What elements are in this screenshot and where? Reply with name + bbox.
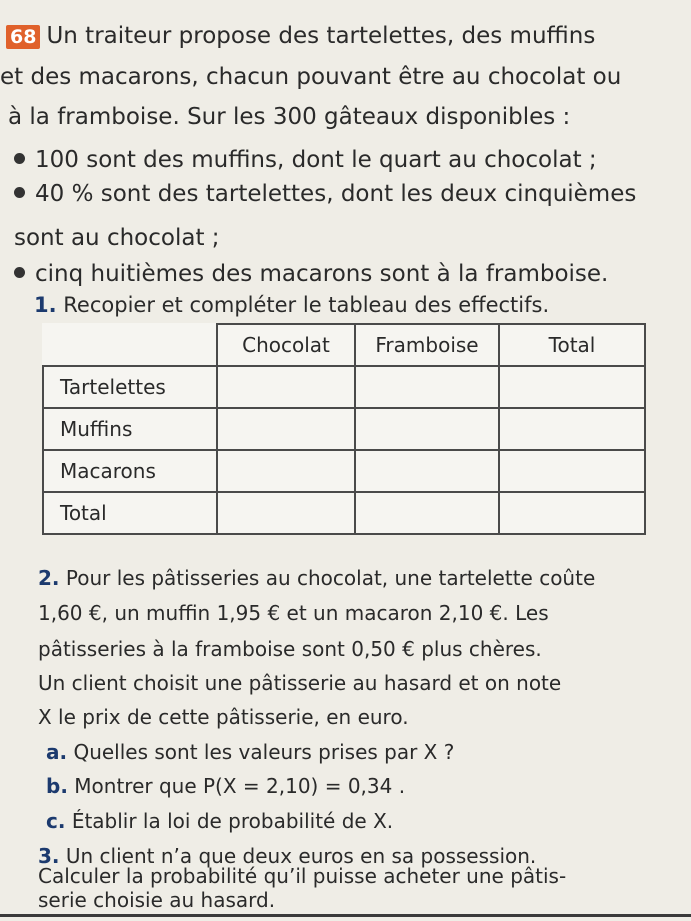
bullet-icon	[14, 267, 25, 278]
question-2-number: 2.	[38, 566, 60, 590]
question-3-text-1: Un client n’a que deux euros en sa possession.	[65, 844, 537, 868]
bullet-macarons	[14, 260, 608, 288]
question-2-line-5: X le prix de cette pâtisserie, en euro.	[38, 705, 409, 729]
question-2b-text: Montrer que P(X = 2,10) = 0,34 .	[74, 774, 406, 798]
row-label-total: Total	[43, 492, 217, 534]
question-1-text: Recopier et compléter le tableau des effectifs.	[63, 293, 550, 317]
question-2b-letter: b.	[46, 774, 68, 798]
table-cell	[217, 492, 355, 534]
bullet-text-1: 100 sont des muffins, dont le quart au chocolat ;	[35, 147, 597, 173]
bullet-muffins	[14, 146, 597, 174]
question-2-text-1: Pour les pâtisseries au chocolat, une tartelette coûte	[65, 566, 596, 590]
table-cell	[499, 408, 645, 450]
question-1	[34, 292, 549, 318]
table-cell	[217, 366, 355, 408]
question-3-number: 3.	[38, 844, 60, 868]
question-2-line-2: 1,60 €, un muffin 1,95 € et un macaron 2,10 €. Les	[38, 601, 549, 625]
table-cell	[355, 408, 499, 450]
table-corner	[43, 324, 217, 366]
row-label-muffins: Muffins	[43, 408, 217, 450]
table-cell	[355, 492, 499, 534]
table-row	[43, 366, 645, 408]
exercise-number-badge: 68	[6, 25, 40, 49]
table-cell	[217, 408, 355, 450]
table-cell	[217, 450, 355, 492]
question-2-line-4: Un client choisit une pâtisserie au hasard et on note	[38, 671, 562, 695]
question-2c	[46, 808, 393, 834]
question-2c-text: Établir la loi de probabilité de X.	[71, 809, 394, 833]
question-2a-letter: a.	[46, 740, 68, 764]
question-2c-letter: c.	[46, 809, 66, 833]
table-row	[43, 492, 645, 534]
bullet-icon	[14, 187, 25, 198]
question-1-number: 1.	[34, 293, 57, 317]
bullet-text-2: 40 % sont des tartelettes, dont les deux cinquièmes	[35, 181, 637, 207]
table-row	[43, 408, 645, 450]
bullet-tartelettes	[14, 180, 636, 208]
question-3-line-2: Calculer la probabilité qu’il puisse acheter une pâtis-	[38, 864, 567, 888]
bullet-text-3: cinq huitièmes des macarons sont à la framboise.	[35, 261, 609, 287]
header-framboise: Framboise	[355, 324, 499, 366]
table-cell	[355, 450, 499, 492]
question-2-line-3: pâtisseries à la framboise sont 0,50 € plus chères.	[38, 637, 542, 661]
intro-line-3: à la framboise. Sur les 300 gâteaux disponibles :	[8, 104, 571, 130]
bullet-icon	[14, 153, 25, 164]
table-cell	[355, 366, 499, 408]
table-cell	[499, 492, 645, 534]
table-cell	[499, 450, 645, 492]
question-2a-text: Quelles sont les valeurs prises par X ?	[73, 740, 455, 764]
header-chocolat: Chocolat	[217, 324, 355, 366]
intro-text-1: Un traiteur propose des tartelettes, des muffins	[46, 23, 596, 49]
question-2b	[46, 773, 405, 799]
table-cell	[499, 366, 645, 408]
intro-line-1	[6, 22, 595, 50]
question-2a	[46, 739, 454, 765]
table-row	[43, 450, 645, 492]
effectifs-table	[42, 323, 646, 535]
bottom-divider	[0, 914, 691, 917]
header-total: Total	[499, 324, 645, 366]
bullet-tartelettes-cont: sont au chocolat ;	[14, 225, 220, 251]
intro-line-2: et des macarons, chacun pouvant être au chocolat ou	[0, 64, 622, 90]
row-label-tartelettes: Tartelettes	[43, 366, 217, 408]
row-label-macarons: Macarons	[43, 450, 217, 492]
question-3-line-3: serie choisie au hasard.	[38, 888, 276, 912]
table-header-row	[43, 324, 645, 366]
question-2-line-1	[38, 565, 595, 591]
